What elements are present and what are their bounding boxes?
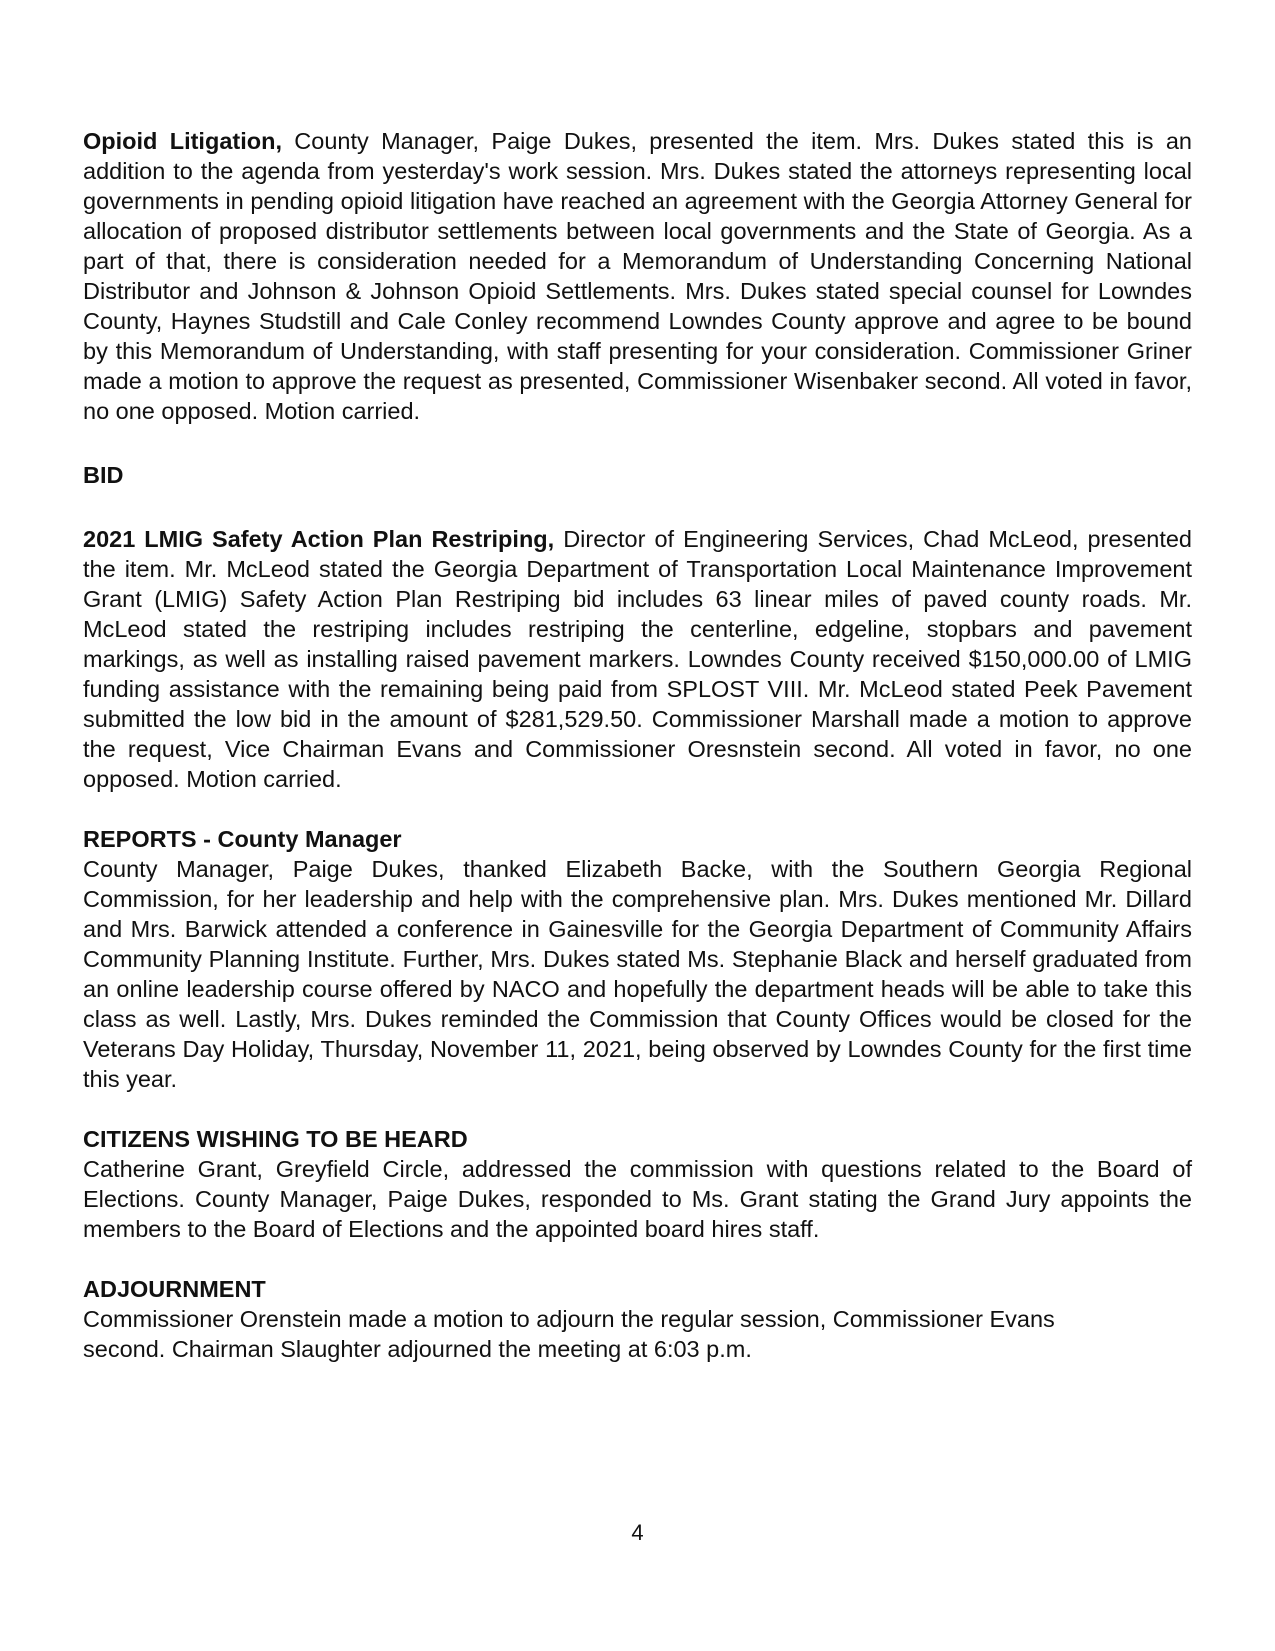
spacer — [83, 490, 1192, 524]
lmig-restriping-paragraph — [83, 524, 1192, 794]
opioid-litigation-body: County Manager, Paige Dukes, presented the item. Mrs. Dukes stated this is an addition to the agenda from yesterday's work session. Mrs. Dukes stated the attorneys representing local governments in pending opioid litigation have reached an agreement with the Georgia Attorney General for allocation of proposed distributor settlements between local governments and the State of Georgia. As a part of that, there is consideration needed for a Memorandum of Understanding Concerning National Distributor and Johnson & Johnson Opioid Settlements. Mrs. Dukes stated special counsel for Lowndes County, Haynes Studstill and Cale Conley recommend Lowndes County approve and agree to be bound by this Memorandum of Understanding, with staff presenting for your consideration. Commissioner Griner made a motion to approve the request as presented, Commissioner Wisenbaker second. All voted in favor, no one opposed. Motion carried. — [83, 128, 1192, 424]
adjournment-body-line-1: Commissioner Orenstein made a motion to adjourn the regular session, Commissioner Evans — [83, 1306, 1055, 1332]
page-number: 4 — [631, 1520, 644, 1545]
minutes-content — [83, 126, 1192, 1364]
adjournment-body-line-2: second. Chairman Slaughter adjourned the meeting at 6:03 p.m. — [83, 1336, 752, 1362]
lmig-restriping-body: Director of Engineering Services, Chad McLeod, presented the item. Mr. McLeod stated the Georgia Department of Transportation Local Maintenance Improvement Grant (LMIG) Safety Action Plan Restriping bid includes 63 linear miles of paved county roads. Mr. McLeod stated the restriping includes restriping the centerline, edgeline, stopbars and pavement markings, as well as installing raised pavement markers. Lowndes County received $150,000.00 of LMIG funding assistance with the remaining being paid from SPLOST VIII. Mr. McLeod stated Peek Pavement submitted the low bid in the amount of $281,529.50. Commissioner Marshall made a motion to approve the request, Vice Chairman Evans and Commissioner Oresnstein second. All voted in favor, no one opposed. Motion carried. — [83, 526, 1192, 792]
lmig-restriping-title: 2021 LMIG Safety Action Plan Restriping, — [83, 526, 555, 552]
citizens-heading: CITIZENS WISHING TO BE HEARD — [83, 1126, 468, 1152]
reports-body: County Manager, Paige Dukes, thanked Elizabeth Backe, with the Southern Georgia Regional Commission, for her leadership and help with the comprehensive plan. Mrs. Dukes mentioned Mr. Dillard and Mrs. Barwick attended a conference in Gainesville for the Georgia Department of Community Affairs Community Planning Institute. Further, Mrs. Dukes stated Ms. Stephanie Black and herself graduated from an online leadership course offered by NACO and hopefully the department heads will be able to take this class as well. Lastly, Mrs. Dukes reminded the Commission that County Offices would be closed for the Veterans Day Holiday, Thursday, November 11, 2021, being observed by Lowndes County for the first time this year. — [83, 856, 1192, 1092]
reports-heading: REPORTS - County Manager — [83, 826, 402, 852]
opioid-litigation-title: Opioid Litigation, — [83, 128, 282, 154]
spacer — [83, 1244, 1192, 1274]
spacer — [83, 426, 1192, 460]
bid-heading: BID — [83, 462, 124, 488]
spacer — [83, 1094, 1192, 1124]
citizens-body: Catherine Grant, Greyfield Circle, addressed the commission with questions related to the Board of Elections. County Manager, Paige Dukes, responded to Ms. Grant stating the Grand Jury appoints the members to the Board of Elections and the appointed board hires staff. — [83, 1156, 1192, 1242]
adjournment-heading: ADJOURNMENT — [83, 1276, 266, 1302]
opioid-litigation-paragraph — [83, 126, 1192, 426]
spacer — [83, 794, 1192, 824]
